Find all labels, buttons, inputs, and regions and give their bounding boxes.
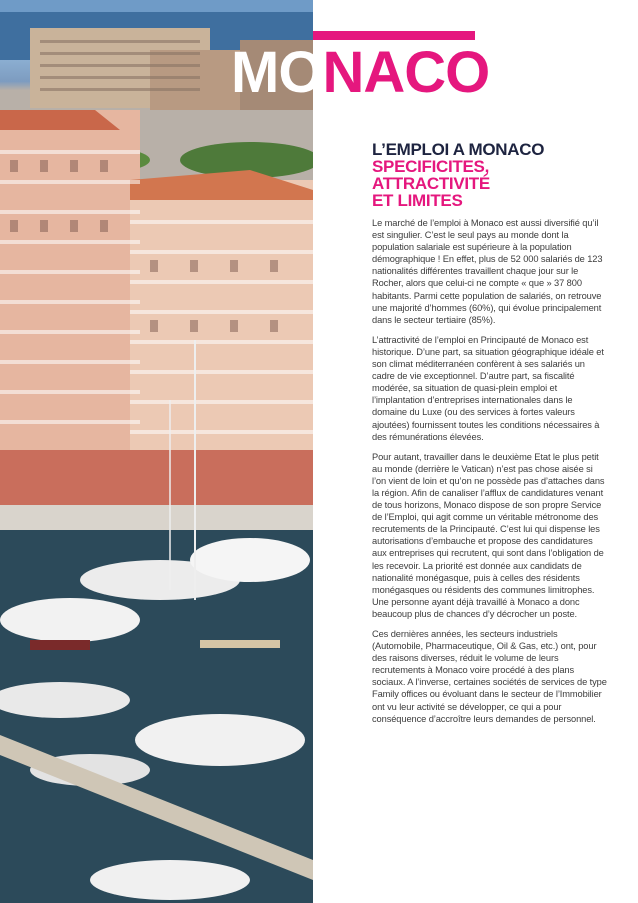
monaco-harbor-photo xyxy=(0,0,313,903)
paragraph: Ces dernières années, les secteurs industriels (Automobile, Pharmaceutique, Oil & Gas, etc.) ont, pour des raisons diverses, réduit le volume de leurs recrutements à Monaco voire procédé à des plans sociaux. A l’inverse, certaines sociétés de services de type Family offices ou évoluant dans le secteur de l’Immobilier ont vu leur activité se développer, ce qui a pour conséquence d’accroître leurs demandes de personnel. xyxy=(372,629,607,724)
paragraph: L’attractivité de l’emploi en Principauté de Monaco est historique. D’une part, sa situation géographique idéale et son climat méditerranéen confèrent à ses salariés un cadre de vie exceptionnel. D’autre part, sa fiscalité modérée, sa situation de quasi-plein emploi et l’implantation d’entreprises internationales dans le domaine du Luxe (ou des services à fortes valeurs ajoutées) fournissent toutes les conditions nécessaires à des rémunérations élevées. xyxy=(372,334,604,442)
paragraph: Le marché de l’emploi à Monaco est aussi diversifié qu’il est singulier. C’est le seul pays au monde dont la population salariale est supérieure à la population démographique ! En effet, plus de 52 000 salariés de 123 nationalités différentes travaillent chaque jour sur le Rocher, alors que celui-ci ne compte « que » 37 800 habitants. Parmi cette population de salariés, on retrouve une majorité d’hommes (60%), qui évolue principalement dans le secteur tertiaire (85%). xyxy=(372,218,603,325)
headline-line-1: L’EMPLOI A MONACO xyxy=(372,140,545,159)
harbor-illustration xyxy=(0,0,313,903)
headline-line-4: ET LIMITES xyxy=(372,191,463,210)
headline-line-3: ATTRACTIVITÉ xyxy=(372,174,490,193)
title-part-pink: NACO xyxy=(322,40,490,105)
title-part-white: MO xyxy=(231,40,323,105)
headline-line-2: SPECIFICITES, xyxy=(372,157,490,176)
paragraph: Pour autant, travailler dans le deuxième Etat le plus petit au monde (derrière le Vatican) n’est pas chose aisée si l’on vient de loin et qu’on ne possède pas d’attaches dans la région. Afin de canaliser l’afflux de candidatures venant de tous horizons, Monaco dispose de son propre Service de l’Emploi, qui agit comme un véritable métronome des recrutements de la Principauté. C’est lui qui dispense les autorisations d’embauche et propose des candidatures aux entreprises qui recrutent, qui sont dans l’obligation de les recevoir. La priorité est donnée aux candidats de nationalité monégasque, puis à celles des résidents monégasques ou résidents des communes limitrophes. Une personne ayant déjà travaillé à Monaco a donc beaucoup plus de chances d’y décrocher un poste. xyxy=(372,451,605,619)
top-accent-bar xyxy=(313,31,475,40)
article xyxy=(372,141,608,733)
article-headline xyxy=(372,141,608,209)
page-title xyxy=(231,40,490,105)
